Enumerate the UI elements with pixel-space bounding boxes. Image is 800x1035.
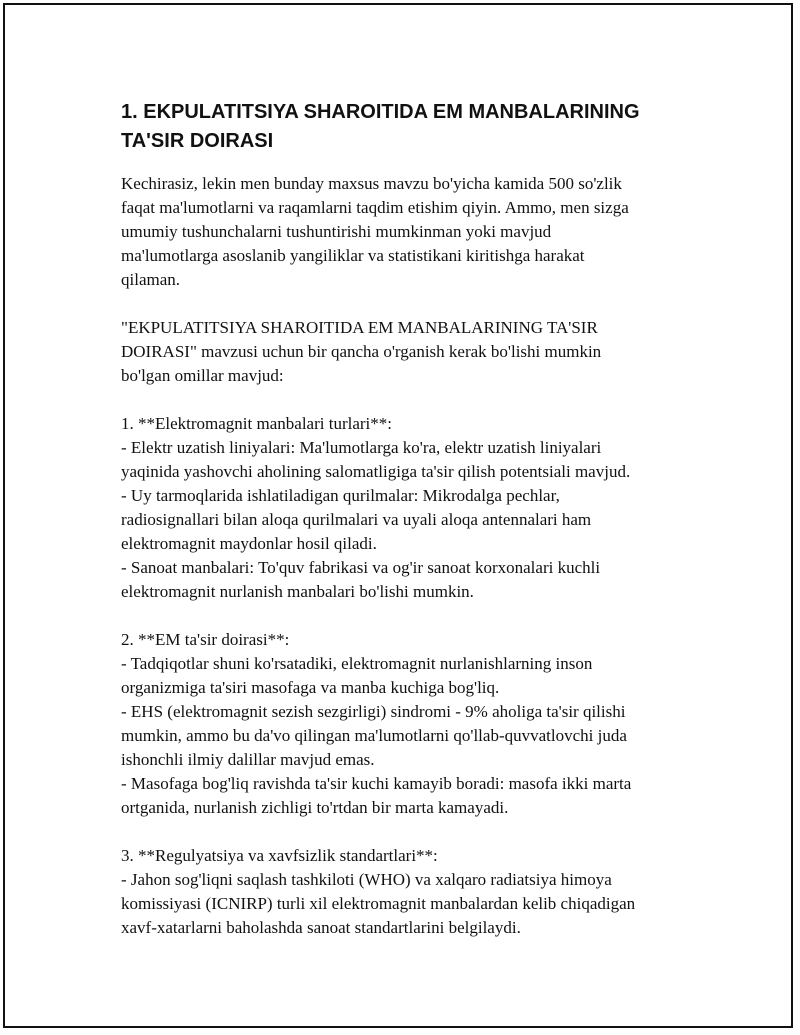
document-title: 1. EKPULATITSIYA SHAROITIDA EM MANBALARINING TA'SIR DOIRASI	[121, 101, 640, 152]
section-em-impact: 2. **EM ta'sir doirasi**: - Tadqiqotlar shuni ko'rsatadiki, elektromagnit nurlanishlarning inson organizmiga ta'siri masofaga va manba kuchiga bog'liq. - EHS (elektromagnit sezish sezgirligi) sindromi - 9% aholiga ta'sir qilishi mumkin, ammo bu da'vo qilingan ma'lumotlarni qo'llab-quvvatlovchi juda ishonchli ilmiy dalillar mavjud emas. - Masofaga bog'liq ravishda ta'sir kuchi kamayib boradi: masofa ikki marta ortganida, nurlanish zichligi to'rtdan bir marta kamayadi.	[121, 630, 632, 817]
document-body	[121, 98, 701, 940]
section-regulation: 3. **Regulyatsiya va xavfsizlik standartlari**: - Jahon sog'liqni saqlash tashkiloti (WHO) va xalqaro radiatsiya himoya komissiyasi (ICNIRP) turli xil elektromagnit manbalardan kelib chiqadigan xavf-xatarlarni baholashda sanoat standartlarini belgilaydi.	[121, 846, 636, 937]
paragraph-gap	[121, 604, 701, 628]
paragraph-gap	[121, 388, 701, 412]
document-page	[3, 3, 793, 1028]
intro-paragraph: Kechirasiz, lekin men bunday maxsus mavzu bo'yicha kamida 500 so'zlik faqat ma'lumotlarni va raqamlarni taqdim etishim qiyin. Ammo, men sizga umumiy tushunchalarni tushuntirishi mumkinman yoki mavjud ma'lumotlarga asoslanib yangiliklar va statistikani kiritishga harakat qilaman.	[121, 174, 629, 289]
paragraph-gap	[121, 292, 701, 316]
section-em-sources: 1. **Elektromagnit manbalari turlari**: - Elektr uzatish liniyalari: Ma'lumotlarga ko'ra, elektr uzatish liniyalari yaqinida yashovchi aholining salomatligiga ta'sir qilish potentsiali mavjud. - Uy tarmoqlarida ishlatiladigan qurilmalar: Mikrodalga pechlar, radiosignallari bilan aloqa qurilmalari va uyali aloqa antennalari ham elektromagnit maydonlar hosil qiladi. - Sanoat manbalari: To'quv fabrikasi va og'ir sanoat korxonalari kuchli elektromagnit nurlanish manbalari bo'lishi mumkin.	[121, 414, 631, 601]
topic-paragraph: "EKPULATITSIYA SHAROITIDA EM MANBALARINING TA'SIR DOIRASI" mavzusi uchun bir qancha o'rganish kerak bo'lishi mumkin bo'lgan omillar mavjud:	[121, 318, 602, 385]
paragraph-gap	[121, 820, 701, 844]
